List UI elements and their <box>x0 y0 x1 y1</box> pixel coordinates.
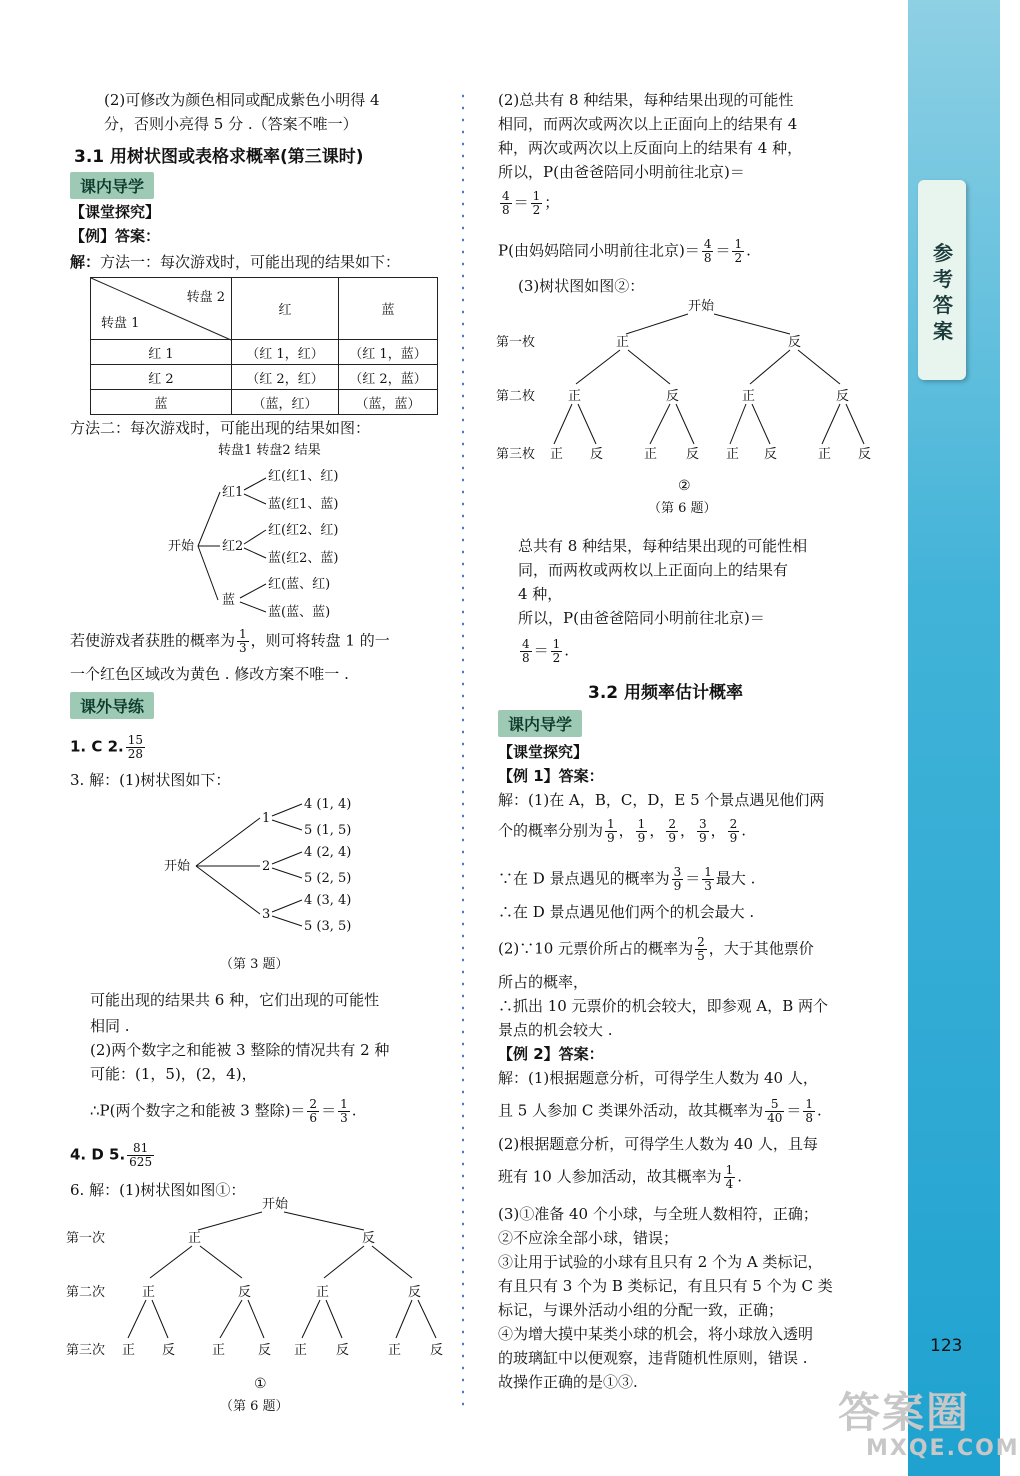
tree-node: 正 <box>726 447 740 462</box>
section-title: 3.1 用树状图或表格求概率(第三课时) <box>74 147 364 167</box>
table-header: 红 <box>232 278 339 340</box>
tree-node: 正 <box>550 447 564 462</box>
text-line: ④为增大摸中某类小球的机会，将小球放入透明 <box>498 1325 814 1343</box>
text-line: $\frac{4}{8}$ ＝ $\frac{1}{2}$ ； <box>502 189 560 217</box>
tree-leaf: 5 (3, 5) <box>304 919 352 934</box>
text-line: (3)树状图如图②： <box>518 277 645 295</box>
result-table <box>90 277 438 415</box>
row-label: 第一枚 <box>496 335 536 350</box>
tree-node: 反 <box>836 389 850 404</box>
row-label: 第一次 <box>66 1231 106 1246</box>
tree-node: 正 <box>644 447 658 462</box>
row-label: 第三次 <box>66 1343 106 1358</box>
tree-node: 正 <box>188 1231 202 1246</box>
text-line: 解：(1)根据题意分析，可得学生人数为 40 人， <box>498 1069 818 1087</box>
text-line: 所占的概率， <box>498 973 589 991</box>
text-line: 标记，与课外活动小组的分配一致，正确； <box>498 1301 784 1319</box>
tree-node: 反 <box>764 447 778 462</box>
text-line: 分，否则小亮得 5 分 .（答案不唯一） <box>104 115 358 133</box>
example-label: 【例 1】答案： <box>498 767 604 785</box>
tree-header: 转盘1 转盘2 结果 <box>218 443 321 458</box>
tree-node: 反 <box>666 389 680 404</box>
tree-node: 开始 <box>168 539 195 554</box>
tree-diagram-colors <box>160 440 380 620</box>
tree-leaf: 4 (2, 4) <box>304 845 352 860</box>
table-row: 红 1 （红 1，红） （红 1，蓝） <box>91 340 438 365</box>
tree-node: 1 <box>262 811 271 826</box>
tree-node: 2 <box>262 859 271 874</box>
example-label: 【例 2】答案： <box>498 1045 604 1063</box>
tree-leaf: 蓝(蓝、蓝) <box>268 605 331 620</box>
table-row: 蓝 （蓝，红） （蓝，蓝） <box>91 390 438 415</box>
tree-leaf: 4 (3, 4) <box>304 893 352 908</box>
tree-node: 正 <box>568 389 582 404</box>
tree-diagram-coins-1 <box>62 1192 462 1417</box>
text-line: 相同，而两次或两次以上正面向上的结果有 4 <box>498 115 798 133</box>
tree-node: 正 <box>742 389 756 404</box>
text-line: 种，两次或两次以上反面向上的结果有 4 种， <box>498 139 803 157</box>
tree-node: 正 <box>388 1343 402 1358</box>
text-line: 可能：(1，5)，(2，4)， <box>90 1065 257 1083</box>
section-tag: 课外导练 <box>70 692 154 719</box>
tree-node: 正 <box>142 1285 156 1300</box>
row-label: 第二枚 <box>496 389 536 404</box>
text-line: 故操作正确的是①③. <box>498 1373 638 1391</box>
tree-leaf: 红(红2、红) <box>268 523 339 538</box>
text-line: 的玻璃缸中以便观察，违背随机性原则，错误 . <box>498 1349 808 1367</box>
tree-node: 反 <box>362 1231 376 1246</box>
text-line: (2)根据题意分析，可得学生人数为 40 人，且每 <box>498 1135 818 1153</box>
tree-leaf: 4 (1, 4) <box>304 797 352 812</box>
text-line: (2)两个数字之和能被 3 整除的情况共有 2 种 <box>90 1041 390 1059</box>
figure-caption: （第 6 题） <box>220 1399 289 1414</box>
table-corner-cell: 转盘 2 转盘 1 <box>91 278 232 340</box>
tree-node: 开始 <box>164 859 191 874</box>
text-line: (3)①准备 40 个小球，与全班人数相符，正确； <box>498 1205 818 1223</box>
text-line: 景点的机会较大 . <box>498 1021 613 1039</box>
tree-leaf: 红(蓝、红) <box>268 577 331 592</box>
section-tag: 课内导学 <box>70 172 154 199</box>
tree-leaf: 蓝(红1、蓝) <box>268 497 339 512</box>
text-line: 总共有 8 种结果，每种结果出现的可能性相 <box>518 537 808 555</box>
text-line: 有且只有 3 个为 B 类标记，有且只有 5 个为 C 类 <box>498 1277 833 1295</box>
text-line: 相同 . <box>90 1017 130 1035</box>
text-line: (2)总共有 8 种结果，每种结果出现的可能性 <box>498 91 794 109</box>
text-line: ∴在 D 景点遇见他们两个的机会最大 . <box>498 903 755 921</box>
text-line: 同，而两枚或两枚以上正面向上的结果有 <box>518 561 789 579</box>
tree-node: 反 <box>258 1343 272 1358</box>
text-line: P(由妈妈陪同小明前往北京)＝ $\frac{4}{8}$ ＝ $\frac{1}{2}$ . <box>498 237 751 265</box>
text-line: 若使游戏者获胜的概率为 $\frac{1}{3}$ ，则可将转盘 1 的一 <box>70 627 390 655</box>
answer-line: 6. 解：(1)树状图如图①： <box>70 1181 246 1199</box>
answer-line: 3. 解：(1)树状图如下： <box>70 771 231 789</box>
example-label: 【例】答案： <box>70 227 161 245</box>
text-line: 所以，P(由爸爸陪同小明前往北京)＝ <box>498 163 745 181</box>
page-number: 123 <box>930 1336 963 1356</box>
subheading: 【课堂探究】 <box>498 743 589 761</box>
watermark-logo: 答案圈 <box>838 1388 971 1437</box>
table-row: 红 2 （红 2，红） （红 2，蓝） <box>91 365 438 390</box>
tree-leaf: 蓝(红2、蓝) <box>268 551 339 566</box>
answer-line: 4. D 5. $\frac{81}{625}$ <box>70 1141 153 1169</box>
text-line: $\frac{4}{8}$ ＝ $\frac{1}{2}$ . <box>522 637 570 665</box>
tree-node: 反 <box>430 1343 444 1358</box>
figure-caption: （第 6 题） <box>648 501 717 516</box>
subheading: 【课堂探究】 <box>70 203 161 221</box>
tree-node: 3 <box>262 907 271 922</box>
tree-node: 反 <box>590 447 604 462</box>
text-line: 方法二：每次游戏时，可能出现的结果如图： <box>70 419 371 437</box>
text-line: 4 种， <box>518 585 563 603</box>
text-line: ∴P(两个数字之和能被 3 整除)＝ $\frac{2}{6}$ ＝ $\frac{1}{3}$ . <box>90 1097 357 1125</box>
text-line: 可能出现的结果共 6 种，它们出现的可能性 <box>90 991 380 1009</box>
tree-node: 反 <box>408 1285 422 1300</box>
text-line: 解：(1)在 A，B，C，D，E 5 个景点遇见他们两 <box>498 791 825 809</box>
tree-diagram-coins-2 <box>492 292 902 520</box>
text-line: (2)∵10 元票价所占的概率为 $\frac{2}{5}$ ，大于其他票价 <box>498 935 814 963</box>
tree-node: 反 <box>162 1343 176 1358</box>
tree-node: 开始 <box>688 299 715 314</box>
figure-mark: ② <box>678 478 691 494</box>
table-header: 蓝 <box>339 278 438 340</box>
text-line: ③让用于试验的小球有且只有 2 个为 A 类标记， <box>498 1253 823 1271</box>
watermark-url: MXQE.COM <box>866 1436 1020 1461</box>
text-line: 解：方法一：每次游戏时，可能出现的结果如下： <box>70 253 401 271</box>
text-line: ∵在 D 景点遇见的概率为 $\frac{3}{9}$ ＝ $\frac{1}{3}$ 最大 . <box>498 865 756 893</box>
tree-node: 正 <box>294 1343 308 1358</box>
row-label: 第二次 <box>66 1285 106 1300</box>
tree-node: 正 <box>212 1343 226 1358</box>
tree-node: 开始 <box>262 1197 289 1212</box>
tree-leaf: 5 (2, 5) <box>304 871 352 886</box>
answer-line: 1. C 2. $\frac{15}{28}$ <box>70 733 144 761</box>
tree-node: 蓝 <box>222 593 236 608</box>
tree-diagram-numbers <box>160 790 380 975</box>
figure-caption: （第 3 题） <box>220 957 289 972</box>
tree-node: 反 <box>788 335 802 350</box>
section-title: 3.2 用频率估计概率 <box>588 683 744 703</box>
tree-node: 反 <box>238 1285 252 1300</box>
tree-node: 正 <box>818 447 832 462</box>
text-line: ∴抓出 10 元票价的机会较大，即参观 A，B 两个 <box>498 997 829 1015</box>
tree-node: 反 <box>858 447 872 462</box>
text-line: 个的概率分别为 $\frac{1}{9}$ ， $\frac{1}{9}$ ， $\frac{2}{9}$ ， $\frac{3}{9}$ ， $\frac{2}{9}$ . <box>498 817 747 845</box>
row-label: 第三枚 <box>496 447 536 462</box>
tree-leaf: 红(红1、红) <box>268 469 339 484</box>
tree-node: 反 <box>686 447 700 462</box>
text-line: ②不应涂全部小球，错误； <box>498 1229 679 1247</box>
text-line: 班有 10 人参加活动，故其概率为 $\frac{1}{4}$ . <box>498 1163 743 1191</box>
text-line: 一个红色区域改为黄色 . 修改方案不唯一 . <box>70 665 349 683</box>
section-tag: 课内导学 <box>498 710 582 737</box>
text-line: 且 5 人参加 C 类课外活动，故其概率为 $\frac{5}{40}$ ＝ $\frac{1}{8}$ . <box>498 1097 822 1125</box>
tree-node: 红1 <box>222 485 244 500</box>
text-line: 所以，P(由爸爸陪同小明前往北京)＝ <box>518 609 765 627</box>
tree-node: 正 <box>316 1285 330 1300</box>
tree-node: 正 <box>122 1343 136 1358</box>
tree-node: 反 <box>336 1343 350 1358</box>
tree-leaf: 5 (1, 5) <box>304 823 352 838</box>
tree-node: 正 <box>616 335 630 350</box>
tree-node: 红2 <box>222 539 244 554</box>
sidebar-label: 参考答案 <box>933 241 953 343</box>
text-line: (2)可修改为颜色相同或配成紫色小明得 4 <box>104 91 380 109</box>
figure-mark: ① <box>254 1376 267 1392</box>
column-divider <box>462 90 464 1410</box>
